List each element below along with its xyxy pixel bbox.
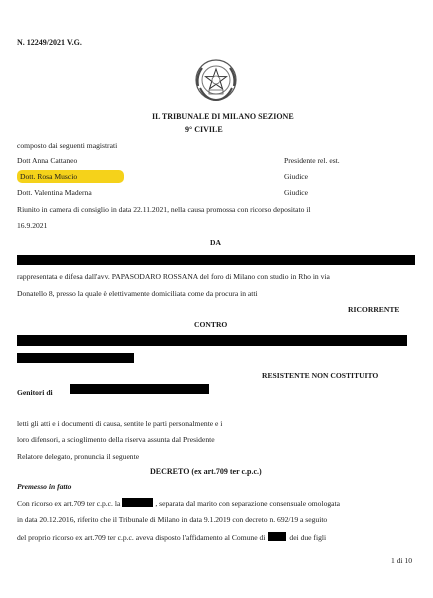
court-title: IL TRIBUNALE DI MILANO SEZIONE xyxy=(152,112,294,121)
paragraph-line: in data 20.12.2016, riferito che il Tribunale di Milano in data 9.1.2019 con decreto n. 692/19 a seguito xyxy=(17,515,328,524)
magistrate-role: Presidente rel. est. xyxy=(284,156,340,165)
case-number: N. 12249/2021 V.G. xyxy=(17,38,82,47)
magistrate-role: Giudice xyxy=(284,172,309,181)
page-number: 1 di 10 xyxy=(391,556,413,565)
composition-label: composto dai seguenti magistrati xyxy=(17,141,118,150)
redacted-block xyxy=(17,335,407,346)
italian-republic-emblem-icon xyxy=(192,56,240,104)
text-fragment: Con ricorso ex art.709 ter c.p.c. la xyxy=(17,499,121,508)
body-line: Relatore delegato, pronuncia il seguente xyxy=(17,452,140,461)
redacted-block xyxy=(17,353,134,363)
magistrate-name: Dott. Rosa Muscio xyxy=(20,172,78,181)
magistrate-role: Giudice xyxy=(284,188,309,197)
body-line: loro difensori, a scioglimento della riserva assunta dal Presidente xyxy=(17,435,215,444)
text-fragment: , separata dal marito con separazione consensuale omologata xyxy=(155,499,341,508)
section-heading: Premesso in fatto xyxy=(17,482,72,491)
section-da: DA xyxy=(210,238,221,247)
redacted-block xyxy=(70,384,209,394)
paragraph-line xyxy=(17,498,340,509)
magistrate-name: Dott Anna Cattaneo xyxy=(17,156,78,165)
hearing-line: 16.9.2021 xyxy=(17,221,48,230)
redacted-block xyxy=(17,255,415,265)
representation-line: Donatello 8, presso la quale è elettivamente domiciliata come da procura in atti xyxy=(17,289,258,298)
text-fragment: dei due figli xyxy=(289,533,327,542)
section-contro: CONTRO xyxy=(194,320,228,329)
body-line: letti gli atti e i documenti di causa, sentite le parti personalmente e i xyxy=(17,419,223,428)
genitori-label: Genitori di xyxy=(17,388,53,397)
role-ricorrente: RICORRENTE xyxy=(348,305,400,314)
role-resistente: RESISTENTE NON COSTITUITO xyxy=(262,371,379,380)
redacted-block xyxy=(268,532,286,541)
hearing-line: Riunito in camera di consiglio in data 22.11.2021, nella causa promossa con ricorso depositato il xyxy=(17,205,311,214)
court-section: 9° CIVILE xyxy=(185,125,223,134)
representation-line: rappresentata e difesa dall'avv. PAPASODARO ROSSANA del foro di Milano con studio in Rho in via xyxy=(17,272,330,281)
text-fragment: del proprio ricorso ex art.709 ter c.p.c. aveva disposto l'affidamento al Comune di xyxy=(17,533,266,542)
decree-title: DECRETO (ex art.709 ter c.p.c.) xyxy=(150,467,262,476)
redacted-block xyxy=(122,498,153,507)
magistrate-name: Dott. Valentina Maderna xyxy=(17,188,92,197)
paragraph-line xyxy=(17,532,326,543)
